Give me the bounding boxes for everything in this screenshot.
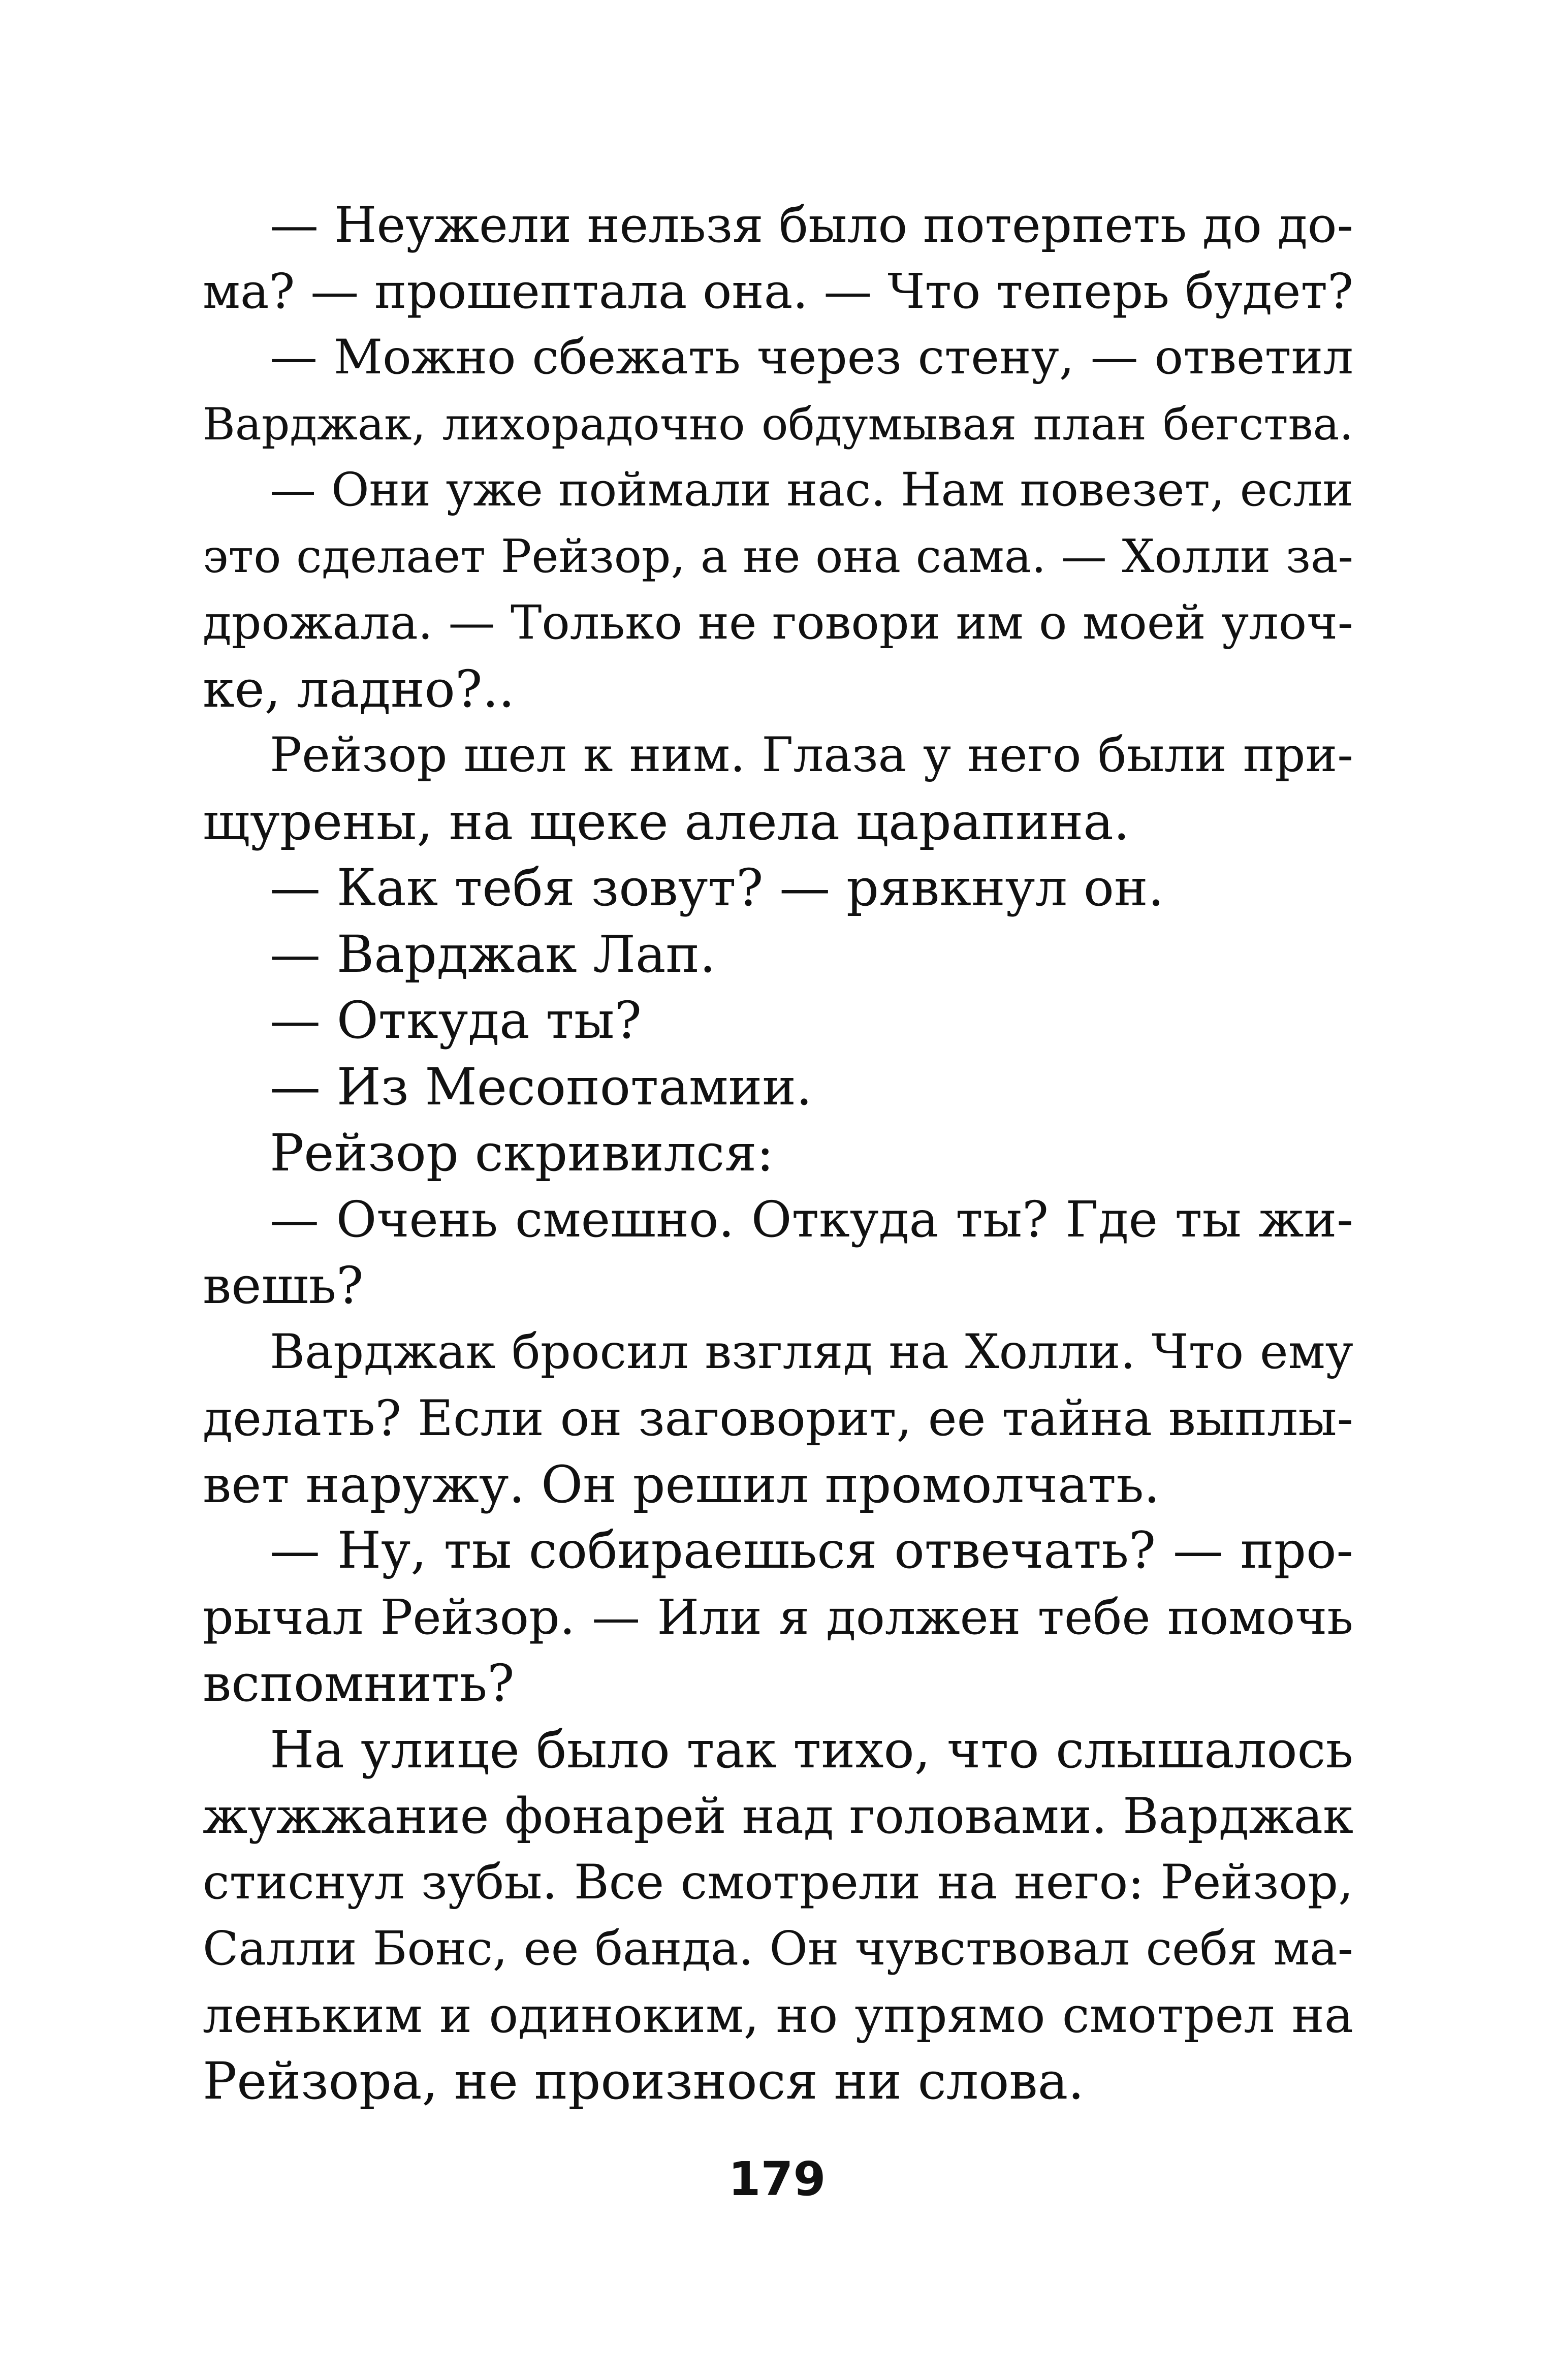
text-line: Рейзор скривился: xyxy=(270,1123,774,1183)
text-line: — Неужели нельзя было потерпеть до до- xyxy=(270,197,1353,253)
text-line: жужжание фонарей над головами. Варджак xyxy=(203,1788,1353,1845)
body-text xyxy=(203,192,1353,2115)
text-line: вешь? xyxy=(203,1256,364,1315)
text-line: Рейзор шел к ним. Глаза у него были при- xyxy=(270,727,1353,783)
text-line: — Очень смешно. Откуда ты? Где ты жи- xyxy=(270,1190,1353,1248)
text-line: — Как тебя зовут? — рявкнул он. xyxy=(270,858,1164,917)
text-line: На улице было так тихо, что слышалось xyxy=(270,1720,1353,1780)
text-line: Варджак, лихорадочно обдумывая план бегства. xyxy=(203,398,1353,450)
text-line: Варджак бросил взгляд на Холли. Что ему xyxy=(270,1324,1353,1380)
text-line: леньким и одиноким, но упрямо смотрел на xyxy=(203,1986,1353,2044)
text-line: вспомнить? xyxy=(203,1654,515,1713)
text-line: Рейзора, не произнося ни слова. xyxy=(203,2051,1085,2111)
text-line: Салли Бонс, ее банда. Он чувствовал себя ма- xyxy=(203,1921,1353,1976)
text-line: — Ну, ты собираешься отвечать? — про- xyxy=(270,1521,1353,1580)
text-line: дрожала. — Только не говори им о моей улоч- xyxy=(203,595,1353,650)
text-line: — Откуда ты? xyxy=(270,991,642,1050)
text-line: это сделает Рейзор, а не она сама. — Холли за- xyxy=(203,529,1353,583)
text-line: стиснул зубы. Все смотрели на него: Рейзор, xyxy=(203,1854,1353,1910)
text-line: вет наружу. Он решил промолчать. xyxy=(203,1454,1160,1514)
text-line: — Из Месопотамии. xyxy=(270,1057,812,1117)
text-line: — Варджак Лап. xyxy=(270,924,716,984)
text-line: делать? Если он заговорит, ее тайна выплы- xyxy=(203,1390,1353,1447)
text-line: ма? — прошептала она. — Что теперь будет? xyxy=(203,263,1353,320)
page-number: 179 xyxy=(728,2152,826,2206)
text-line: — Можно сбежать через стену, — ответил xyxy=(270,330,1353,385)
text-line: ке, ладно?.. xyxy=(203,659,515,719)
text-line: рычал Рейзор. — Или я должен тебе помочь xyxy=(203,1589,1353,1645)
text-line: — Они уже поймали нас. Нам повезет, если xyxy=(270,463,1353,517)
text-line: щурены, на щеке алела царапина. xyxy=(203,791,1130,851)
